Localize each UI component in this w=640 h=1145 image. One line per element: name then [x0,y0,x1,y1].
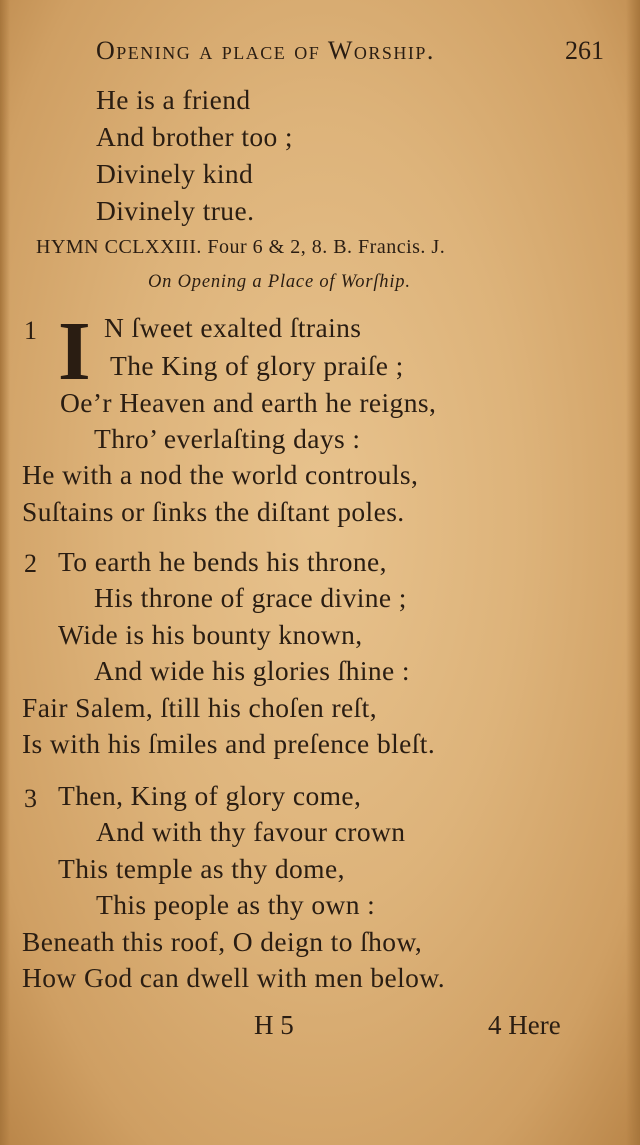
verse-line: Wide is his bounty known, [58,619,363,650]
verse-line: The King of glory praiſe ; [110,350,404,381]
hymn-subtitle: On Opening a Place of Worſhip. [148,272,411,292]
stanza-number: 2 [24,549,37,578]
verse-line: This people as thy own : [96,889,376,920]
page-number: 261 [565,36,604,65]
verse-line: His throne of grace divine ; [94,582,407,613]
hymn-title: HYMN CCLXXIII. Four 6 & 2, 8. B. Francis. J. [36,236,446,258]
verse-line: Divinely kind [96,158,254,189]
catchword: 4 Here [488,1010,561,1040]
verse-line: N ſweet exalted ſtrains [104,312,362,343]
verse-line: Oe’r Heaven and earth he reigns, [60,387,437,418]
verse-line: Suſtains or ſinks the diſtant poles. [22,496,405,527]
verse-line: Is with his ſmiles and preſence bleſt. [22,728,436,759]
verse-line: Then, King of glory come, [58,780,362,811]
page-edge-shadow [0,0,10,1145]
verse-line: To earth he bends his throne, [58,546,387,577]
stanza-number: 3 [24,784,37,813]
verse-line: Divinely true. [96,195,255,226]
stanza-number: 1 [24,316,37,345]
verse-line: Thro’ everlaſting days : [94,423,361,454]
verse-line: And brother too ; [96,121,293,152]
page-edge-shadow [626,0,640,1145]
verse-line: And with thy favour crown [96,816,406,847]
verse-line: He is a friend [96,84,251,115]
verse-line: How God can dwell with men below. [22,962,446,993]
verse-line: Fair Salem, ſtill his choſen reſt, [22,692,377,723]
drop-cap: I [58,305,91,398]
verse-line: Beneath this roof, O deign to ſhow, [22,926,423,957]
running-title: Opening a place of Worship. [96,36,435,65]
signature-mark: H 5 [254,1010,294,1040]
verse-line: He with a nod the world controuls, [22,459,419,490]
verse-line: And wide his glories ſhine : [94,655,410,686]
verse-line: This temple as thy dome, [58,853,345,884]
